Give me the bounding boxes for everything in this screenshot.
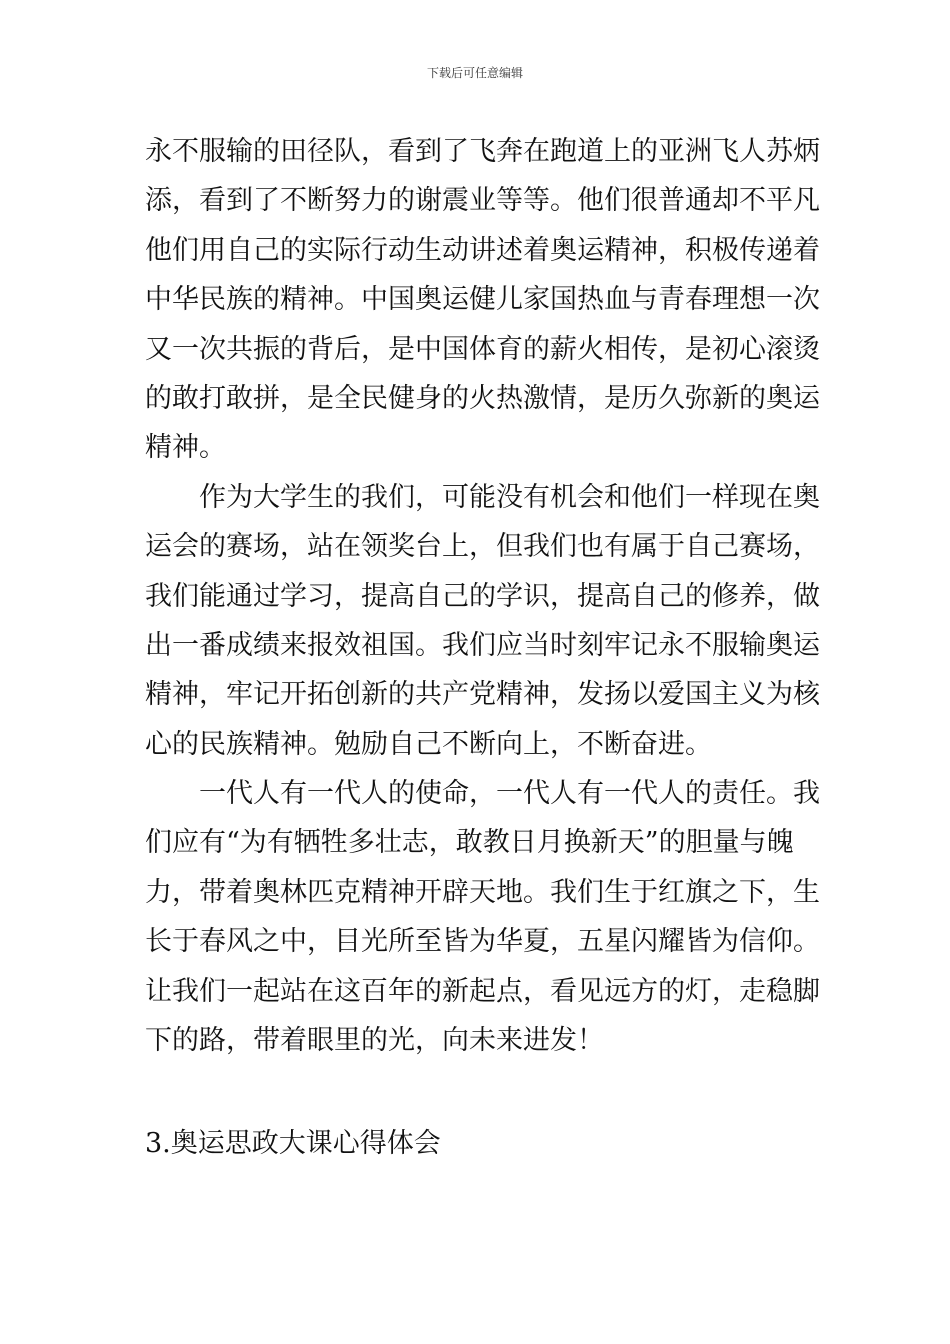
text-line: 添，看到了不断努力的谢震业等等。他们很普通却不平凡 (145, 185, 820, 217)
text-line: 精神，牢记开拓创新的共产党精神，发扬以爱国主义为核 (145, 679, 820, 711)
text-line: 长于春风之中，目光所至皆为华夏，五星闪耀皆为信仰。 (145, 926, 820, 958)
text-line: 出一番成绩来报效祖国。我们应当时刻牢记永不服输奥运 (145, 629, 820, 661)
text-line: 作为大学生的我们，可能没有机会和他们一样现在奥 (199, 481, 820, 513)
document-body (145, 127, 820, 1065)
text-line: 永不服输的田径队，看到了飞奔在跑道上的亚洲飞人苏炳 (145, 136, 820, 167)
paragraph-1 (145, 127, 820, 473)
paragraph-2 (145, 473, 820, 769)
text-line: 下的路，带着眼里的光，向未来进发！ (145, 1025, 604, 1057)
text-line: 中华民族的精神。中国奥运健儿家国热血与青春理想一次 (145, 284, 820, 316)
text-line: 们应有“为有牺牲多壮志，敢教日月换新天”的胆量与魄 (145, 827, 794, 859)
text-line: 又一次共振的背后，是中国体育的薪火相传，是初心滚烫 (145, 333, 820, 365)
text-line: 我们能通过学习，提高自己的学识，提高自己的修养，做 (145, 580, 820, 612)
text-line: 他们用自己的实际行动生动讲述着奥运精神，积极传递着 (145, 234, 820, 266)
page-header: 下载后可任意编辑 (426, 66, 523, 80)
text-line: 的敢打敢拼，是全民健身的火热激情，是历久弥新的奥运 (145, 382, 820, 414)
text-line: 力，带着奥林匹克精神开辟天地。我们生于红旗之下，生 (145, 876, 820, 908)
text-line: 精神。 (145, 432, 226, 464)
paragraph-3 (145, 769, 820, 1065)
text-line: 心的民族精神。勉励自己不断向上，不断奋进。 (145, 728, 712, 760)
text-line: 运会的赛场，站在领奖台上，但我们也有属于自己赛场， (145, 531, 820, 563)
text-line: 让我们一起站在这百年的新起点，看见远方的灯，走稳脚 (145, 975, 820, 1007)
text-line: 一代人有一代人的使命，一代人有一代人的责任。我 (199, 778, 820, 810)
section-heading: 3.奥运思政大课心得体会 (145, 1128, 441, 1159)
